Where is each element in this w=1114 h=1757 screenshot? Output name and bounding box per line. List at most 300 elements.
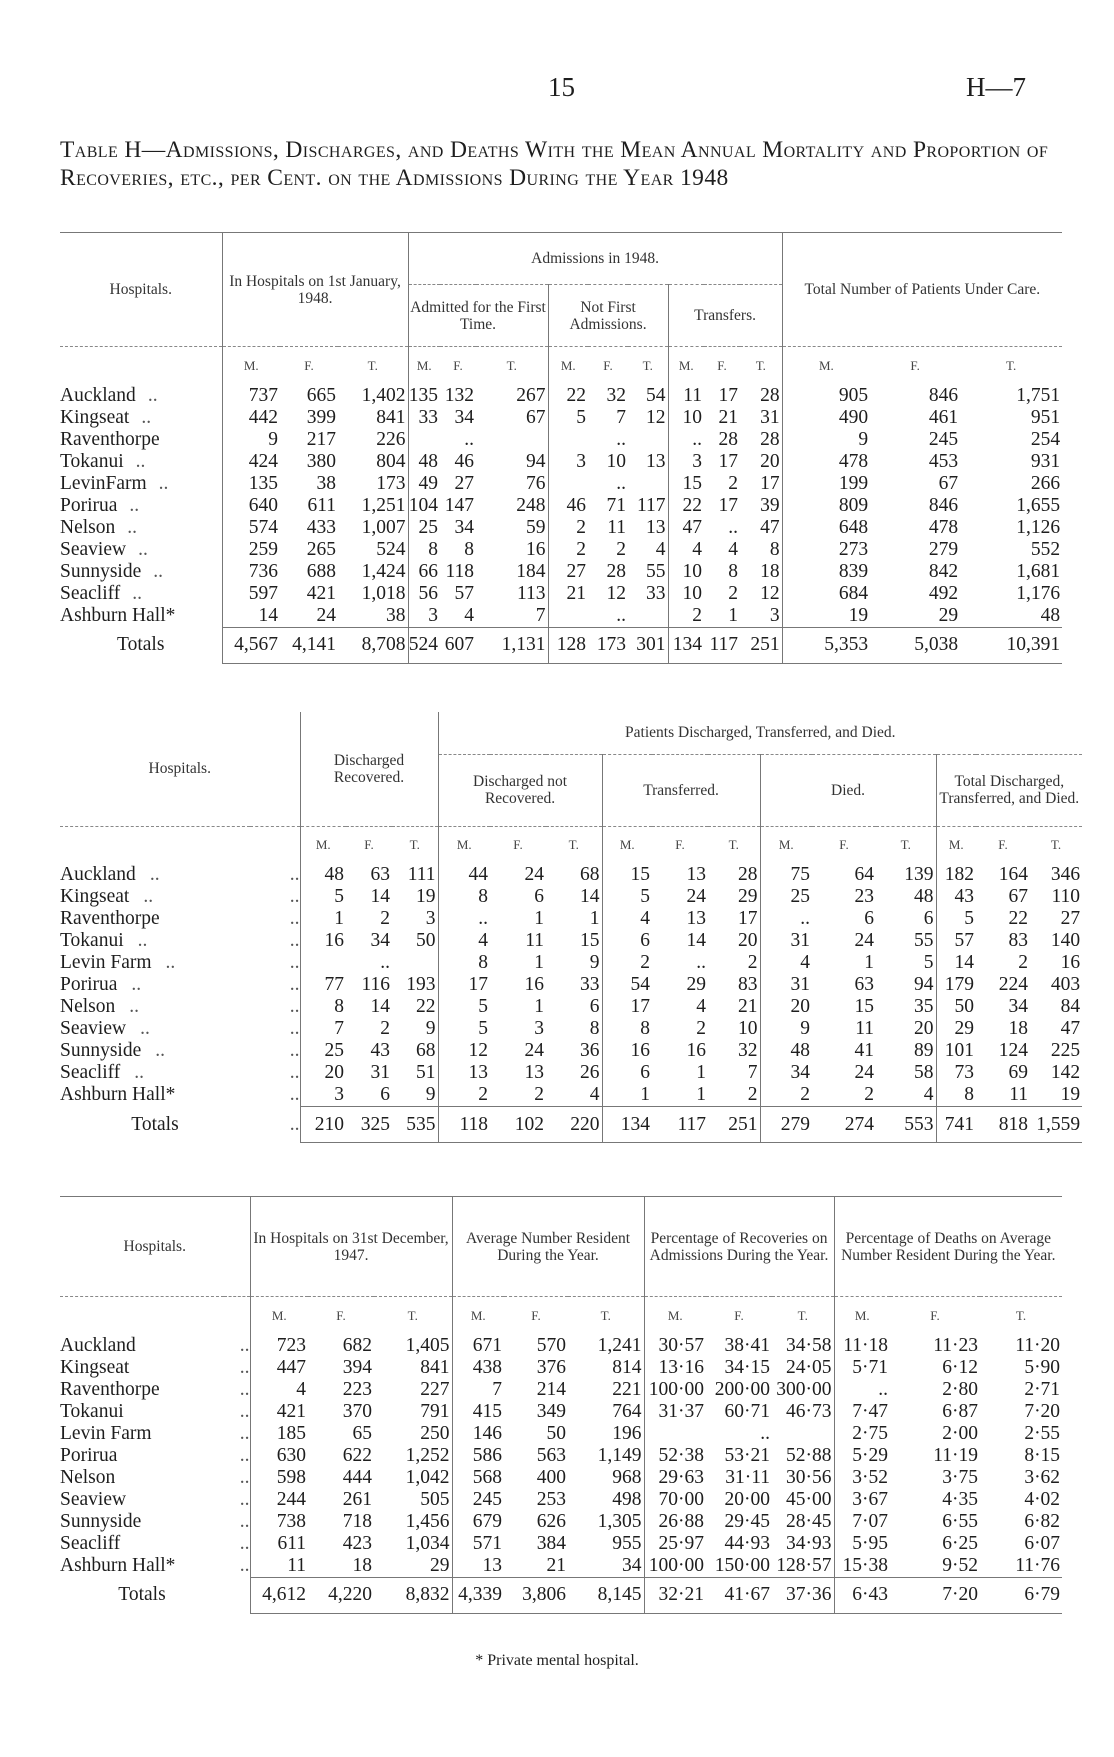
cell-value: 259	[222, 539, 280, 561]
total-under-care-header: Total Number of Patients Under Care.	[782, 233, 1062, 347]
cell-value: 179	[936, 974, 976, 996]
cell-value: 1,424	[361, 560, 406, 582]
cell-value: 266	[1030, 472, 1061, 494]
cell-value: 1,126	[1016, 516, 1061, 538]
total-value: 251	[708, 1107, 760, 1143]
leader-dots: ..	[131, 974, 142, 995]
unit-label: T.	[876, 826, 936, 864]
cell-value: 8	[408, 539, 440, 561]
cell-value: 421	[250, 1401, 308, 1423]
cell-value: 399	[306, 406, 336, 428]
cell-value: 1	[602, 1084, 652, 1107]
cell-value: 57	[454, 582, 475, 604]
cell-value: 47	[668, 517, 704, 539]
cell-value: 100·00	[644, 1379, 706, 1401]
total-value: 6·79	[980, 1577, 1062, 1613]
cell-value: 38	[386, 604, 406, 626]
table-row	[60, 1555, 1062, 1578]
cell-value: 19	[416, 886, 436, 907]
cell-value: 28	[738, 864, 758, 885]
cell-value: 25	[760, 886, 812, 908]
leader-dots: ..	[143, 886, 154, 907]
unit-label: F.	[308, 1297, 374, 1335]
hospital-name	[60, 451, 222, 473]
total-value: 1,131	[476, 627, 548, 663]
cell-value: 32	[738, 1040, 758, 1061]
unit-label: F.	[870, 347, 960, 385]
leader-dots: ..	[140, 1018, 150, 1039]
cell-value: 376	[536, 1356, 567, 1378]
cell-value: 13	[524, 1062, 545, 1083]
cell-value: 200·00	[714, 1378, 771, 1400]
cell-value: 47	[1060, 1018, 1081, 1039]
hospital-name-text: Auckland	[60, 384, 136, 406]
cell-value: 28·45	[786, 1510, 832, 1532]
cell-value: 10	[668, 583, 704, 605]
cell-value: 15	[854, 996, 875, 1017]
cell-value: 7	[535, 604, 546, 626]
cell-value: 7	[452, 1379, 504, 1401]
cell-value: 671	[452, 1335, 504, 1357]
hospitals-header: Hospitals.	[148, 760, 211, 778]
cell-value	[628, 605, 668, 628]
totals-row	[60, 1577, 1062, 1613]
cell-value: 45·00	[786, 1488, 832, 1510]
cell-value: 1,252	[405, 1444, 450, 1466]
cell-value: 76	[526, 472, 546, 494]
cell-value: 6	[923, 908, 934, 929]
cell-value: 83	[738, 974, 758, 995]
cell-value: 31	[760, 974, 812, 996]
cell-value: 21	[546, 1554, 567, 1576]
cell-value: 1,402	[361, 384, 406, 406]
total-value: 1,559	[1030, 1107, 1082, 1143]
cell-value: 11·20	[1015, 1334, 1061, 1356]
cell-value: 22	[548, 385, 588, 407]
table-row	[60, 1357, 1062, 1379]
cell-value: 571	[452, 1533, 504, 1555]
cell-value: 2	[438, 1084, 490, 1107]
cell-value: 56	[408, 583, 440, 605]
leader-dots: ..	[129, 996, 139, 1017]
cell-value: 804	[376, 450, 406, 472]
table-row	[60, 1445, 1062, 1467]
cell-value: 13	[686, 864, 707, 885]
cell-value: 1,251	[361, 494, 406, 516]
cell-value: 6	[380, 1084, 390, 1105]
cell-value: 28	[606, 560, 627, 582]
total-value: 102	[490, 1107, 546, 1143]
total-value: 3,806	[504, 1577, 568, 1613]
cell-value: 442	[222, 407, 280, 429]
cell-value: 27	[454, 472, 475, 494]
table-row	[60, 1379, 1062, 1401]
cell-value: 2	[380, 1018, 390, 1039]
cell-value: 185	[250, 1423, 308, 1445]
unit-label: M.	[548, 347, 588, 385]
cell-value: 2	[548, 539, 588, 561]
cell-value: 196	[612, 1422, 642, 1444]
cell-value: 2·75	[834, 1423, 890, 1445]
cell-value: 104	[408, 494, 439, 516]
cell-value: 622	[342, 1444, 372, 1466]
cell-value: 4	[602, 908, 652, 930]
cell-value: 648	[782, 517, 870, 539]
cell-value: 57	[936, 930, 976, 952]
cell-value: 4	[464, 604, 475, 626]
hospital-name	[60, 952, 250, 974]
total-value: 279	[760, 1107, 812, 1143]
cell-value: 84	[1060, 996, 1081, 1017]
cell-value: 1	[728, 604, 739, 626]
table-row	[60, 495, 1062, 517]
cell-value: 14	[222, 605, 280, 628]
units-row	[60, 347, 1062, 385]
cell-value: 1,149	[597, 1444, 642, 1466]
cell-value: 4·35	[942, 1488, 979, 1510]
cell-value: 1	[696, 1084, 707, 1105]
cell-value: 64	[854, 864, 875, 885]
cell-value: 5	[548, 407, 588, 429]
hospital-name: Levin Farm	[60, 1422, 152, 1444]
leader-dots: ..	[158, 472, 169, 494]
cell-value: 6·82	[1024, 1510, 1061, 1532]
cell-value: 955	[612, 1532, 642, 1554]
table-row	[60, 908, 1082, 930]
cell-value: 814	[612, 1356, 642, 1378]
cell-value: 132	[444, 384, 475, 406]
total-value: 4,141	[280, 627, 338, 663]
hospital-name: Auckland	[60, 1334, 136, 1356]
cell-value: 809	[782, 495, 870, 517]
table-row	[60, 583, 1062, 605]
cell-value: 52·38	[644, 1445, 706, 1467]
cell-value: 31	[760, 930, 812, 952]
first-time-header: Admitted for the First Time.	[408, 285, 548, 347]
cell-value: 453	[928, 450, 959, 472]
transfers-header: Transfers.	[668, 285, 782, 347]
cell-value: 32	[606, 384, 627, 406]
cell-value: 1	[589, 908, 600, 929]
cell-value: 110	[1051, 886, 1081, 907]
total-value: 210	[300, 1107, 346, 1143]
cell-value: ..	[438, 908, 490, 930]
cell-value: 1,405	[405, 1334, 450, 1356]
cell-value: 6	[589, 996, 600, 1017]
total-value: 118	[438, 1107, 490, 1143]
cell-value: 226	[376, 428, 406, 450]
hospital-name	[60, 908, 250, 930]
cell-value: 94	[526, 450, 546, 472]
cell-value: 16	[1060, 952, 1081, 973]
leader-dots: ..	[153, 560, 164, 582]
cell-value: 2	[728, 582, 739, 604]
cell-value: 199	[782, 473, 870, 495]
leader-dots: ..	[127, 516, 137, 538]
cell-value	[408, 429, 440, 451]
total-value: 8,145	[568, 1577, 644, 1613]
table-row	[60, 1489, 1062, 1511]
cell-value: 63	[854, 974, 875, 995]
unit-label: M.	[300, 826, 346, 864]
cell-value: 30·56	[786, 1466, 832, 1488]
cell-value: 737	[222, 385, 280, 407]
cell-value: 16	[300, 930, 346, 952]
table-row	[60, 1018, 1082, 1040]
cell-value: 34	[370, 930, 390, 951]
cell-value: 3·75	[942, 1466, 979, 1488]
cell-value: 147	[444, 494, 475, 516]
cell-value: 50	[416, 930, 436, 951]
cell-value: 20	[738, 930, 758, 951]
cell-value: ..	[380, 952, 390, 973]
cell-value: 380	[306, 450, 336, 472]
cell-value: 9	[425, 1084, 436, 1105]
leader-dots: ..	[289, 974, 300, 995]
discharged-recovered-header: Discharged Recovered.	[300, 712, 438, 826]
cell-value: 931	[1030, 450, 1061, 472]
cell-value: 33	[646, 582, 666, 604]
cell-value: 5	[602, 886, 652, 908]
unit-label: M.	[438, 826, 490, 864]
cell-value	[476, 429, 548, 451]
cell-value: 53·21	[724, 1444, 771, 1466]
cell-value: 2	[616, 538, 627, 560]
cell-value: 6	[864, 908, 875, 929]
hospital-name	[60, 886, 250, 908]
hospital-name-text: Kingseat	[60, 886, 130, 907]
cell-value: 29	[936, 1018, 976, 1040]
hospital-name	[60, 1062, 250, 1084]
cell-value: 135	[222, 473, 280, 495]
cell-value: 34·58	[786, 1334, 832, 1356]
total-value: 251	[740, 627, 782, 663]
hospital-name	[60, 583, 222, 605]
hospital-name-text: Raventhorpe	[60, 908, 160, 929]
cell-value: 25	[300, 1040, 346, 1062]
cell-value: ..	[728, 516, 739, 538]
cell-value: 58	[914, 1062, 934, 1083]
cell-value: 135	[408, 384, 439, 406]
cell-value: 7·20	[1024, 1400, 1061, 1422]
cell-value: 67	[1008, 886, 1029, 907]
cell-value: 684	[782, 583, 870, 605]
hospital-name	[60, 385, 222, 407]
hospital-name-text: Sunnyside	[60, 560, 142, 582]
total-value: 301	[628, 627, 668, 663]
unit-label: M.	[644, 1297, 706, 1335]
cell-value: 30·57	[644, 1335, 706, 1357]
cell-value: 8	[300, 996, 346, 1018]
unit-label: T.	[338, 347, 408, 385]
hospital-name	[60, 1040, 250, 1062]
cell-value: 68	[416, 1040, 436, 1061]
leader-dots: ..	[289, 1062, 300, 1083]
table-row	[60, 864, 1082, 886]
table-row	[60, 930, 1082, 952]
recoveries-percentage-header: Percentage of Recoveries on Admissions During the Year.	[644, 1197, 834, 1297]
leader-dots: ..	[289, 952, 300, 973]
table-row	[60, 473, 1062, 495]
cell-value: 370	[342, 1400, 372, 1422]
cell-value: 4	[655, 538, 666, 560]
cell-value: 2	[1018, 952, 1029, 973]
cell-value: 7·07	[834, 1511, 890, 1533]
unit-label: M.	[602, 826, 652, 864]
cell-value: 2	[864, 1084, 875, 1105]
cell-value: 101	[936, 1040, 976, 1062]
cell-value: 12	[760, 582, 780, 604]
cell-value: 24	[854, 930, 875, 951]
units-row	[60, 826, 1082, 864]
cell-value: 29·45	[724, 1510, 771, 1532]
cell-value: 14	[580, 886, 600, 907]
cell-value: 214	[536, 1378, 567, 1400]
cell-value: 65	[352, 1422, 372, 1444]
total-value: 4,612	[250, 1577, 308, 1613]
cell-value: 54	[602, 974, 652, 996]
cell-value: 2	[696, 1018, 707, 1039]
cell-value: 3	[534, 1018, 545, 1039]
cell-value: ..	[464, 428, 475, 450]
cell-value: 14	[686, 930, 707, 951]
cell-value: 415	[452, 1401, 504, 1423]
cell-value: 54	[646, 384, 666, 406]
table-row	[60, 1084, 1082, 1107]
cell-value: 31·11	[725, 1466, 771, 1488]
cell-value: 248	[516, 494, 546, 516]
cell-value: 3	[548, 451, 588, 473]
cell-value: 8	[602, 1018, 652, 1040]
cell-value: ..	[760, 908, 812, 930]
cell-value: 3·52	[834, 1467, 890, 1489]
cell-value: 24	[854, 1062, 875, 1083]
cell-value: 688	[306, 560, 336, 582]
unit-label: M.	[250, 1297, 308, 1335]
unit-label: T.	[374, 1297, 452, 1335]
cell-value: 8·15	[1024, 1444, 1061, 1466]
cell-value: 1,176	[1016, 582, 1061, 604]
leader-dots: ..	[138, 538, 148, 560]
cell-value: 611	[307, 494, 336, 516]
cell-value: 738	[250, 1511, 308, 1533]
cell-value: 261	[342, 1488, 372, 1510]
cell-value: 36	[580, 1040, 600, 1061]
hospital-name	[60, 930, 250, 952]
cell-value: 49	[408, 473, 440, 495]
cell-value: ..	[616, 472, 627, 494]
cell-value: 244	[250, 1489, 308, 1511]
unit-label: F.	[504, 1297, 568, 1335]
cell-value: 736	[222, 561, 280, 583]
cell-value: 1,018	[361, 582, 406, 604]
cell-value: 2·00	[942, 1422, 979, 1444]
leader-dots: ..	[289, 1084, 300, 1106]
cell-value: 116	[361, 974, 390, 995]
total-value: 607	[440, 627, 476, 663]
hospital-name: Tokanui	[60, 1400, 124, 1422]
cell-value: 28	[718, 428, 739, 450]
table-row	[60, 1401, 1062, 1423]
leader-dots	[224, 1577, 250, 1613]
table-row	[60, 1335, 1062, 1357]
unit-label: T.	[476, 347, 548, 385]
cell-value: 18	[352, 1554, 372, 1576]
cell-value: 4·02	[1024, 1488, 1061, 1510]
hospital-name: Ashburn Hall*	[60, 1554, 176, 1576]
hospital-name-text: Kingseat	[60, 406, 130, 428]
cell-value: 43	[370, 1040, 390, 1061]
cell-value: 43	[936, 886, 976, 908]
total-value: 5,038	[870, 627, 960, 663]
cell-value: 5·71	[834, 1357, 890, 1379]
leader-dots: ..	[135, 450, 146, 472]
cell-value: 22	[668, 495, 704, 517]
cell-value: 8	[769, 538, 780, 560]
cell-value: 38·41	[724, 1334, 771, 1356]
table-row	[60, 407, 1062, 429]
leader-dots: ..	[239, 1532, 250, 1554]
cell-value	[392, 952, 438, 974]
cell-value: 679	[452, 1511, 504, 1533]
cell-value: 1,241	[597, 1334, 642, 1356]
cell-value: 597	[222, 583, 280, 605]
cell-value: 27	[548, 561, 588, 583]
cell-value: 5·95	[834, 1533, 890, 1555]
cell-value: 66	[408, 561, 440, 583]
cell-value: 9·52	[942, 1554, 979, 1576]
cell-value: 6·25	[942, 1532, 979, 1554]
total-value: 7·20	[890, 1577, 980, 1613]
cell-value: ..	[616, 604, 627, 626]
cell-value: 570	[536, 1334, 567, 1356]
cell-value	[548, 429, 588, 451]
cell-value: 841	[420, 1356, 450, 1378]
cell-value: 12	[646, 406, 666, 428]
table-row	[60, 451, 1062, 473]
hospital-name-text: Tokanui	[60, 930, 124, 951]
cell-value: 1,456	[405, 1510, 450, 1532]
cell-value: 217	[306, 428, 336, 450]
cell-value: 841	[376, 406, 406, 428]
discharged-transferred-died-header: Patients Discharged, Transferred, and Died.	[438, 712, 1082, 754]
cell-value: 2	[760, 1084, 812, 1107]
cell-value: 11	[668, 385, 704, 407]
hospital-name-text: Seacliff	[60, 1062, 121, 1083]
cell-value: 8	[438, 886, 490, 908]
cell-value: 15·38	[834, 1555, 890, 1578]
cell-value: 48	[1040, 604, 1061, 626]
cell-value: 905	[782, 385, 870, 407]
cell-value: 128·57	[776, 1554, 832, 1576]
hospital-name-text: Seaview	[60, 1018, 127, 1039]
cell-value: 11	[1009, 1084, 1029, 1105]
cell-value: 2·55	[1024, 1422, 1061, 1444]
cell-value: 568	[452, 1467, 504, 1489]
cell-value: 224	[998, 974, 1029, 995]
cell-value: 1	[534, 996, 545, 1017]
cell-value: 10	[668, 561, 704, 583]
unit-label: F.	[440, 347, 476, 385]
unit-label: F.	[812, 826, 876, 864]
not-first-header: Not First Admissions.	[548, 285, 668, 347]
hospital-name	[60, 495, 222, 517]
cell-value: 1	[300, 908, 346, 930]
cell-value: 139	[904, 864, 934, 885]
cell-value: 182	[936, 864, 976, 886]
total-value: 4,567	[222, 627, 280, 663]
cell-value: 6	[602, 930, 652, 952]
